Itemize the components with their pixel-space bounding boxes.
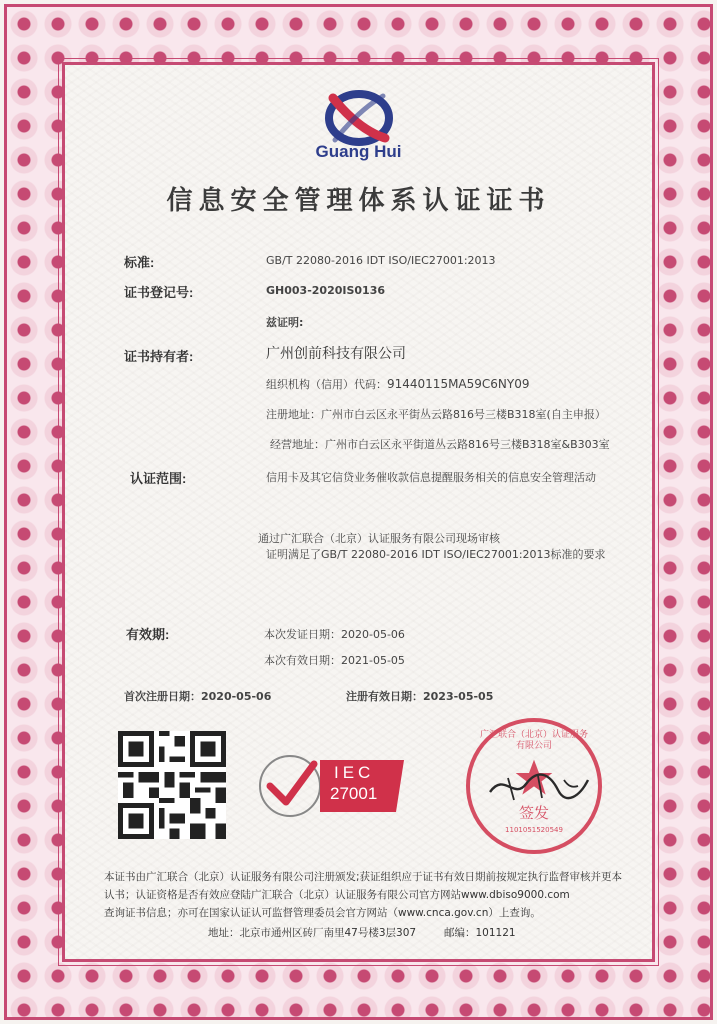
audit-line-1: 通过广汇联合（北京）认证服务有限公司现场审核 — [258, 532, 500, 545]
holder-company: 广州创前科技有限公司 — [266, 346, 406, 362]
registration-valid-date: 注册有效日期：2023-05-05 — [346, 690, 494, 703]
org-code-value: 91440115MA59C6NY09 — [387, 377, 530, 391]
first-registration-date: 首次注册日期：2020-05-06 — [124, 690, 272, 703]
footer-line-2: 认书；认证资格是否有效应登陆广汇联合（北京）认证服务有限公司官方网站www.dbiso9000.com — [104, 889, 570, 901]
footer-line-1: 本证书由广汇联合（北京）认证服务有限公司注册颁发;获证组织应于证书有效日期前按规定执行监督审核并更本 — [104, 871, 623, 883]
issue-date: 本次发证日期：2020-05-06 — [264, 628, 405, 641]
certificate-title: 信息安全管理体系认证证书 — [166, 186, 551, 216]
business-address: 经营地址：广州市白云区永平街道丛云路816号三楼B318室&B303室 — [270, 438, 610, 451]
qr-code-icon — [118, 731, 226, 839]
registered-address: 注册地址：广州市白云区永平街丛云路816号三楼B318室(自主申报） — [266, 408, 606, 421]
scope-label: 认证范围: — [130, 471, 187, 486]
brand-name: Guang Hui — [315, 142, 402, 161]
holder-label: 证书持有者: — [124, 349, 194, 364]
footer-postcode: 邮编：101121 — [444, 927, 516, 939]
seal-text: 广汇联合（北京）认证服务有限公司 — [480, 730, 589, 751]
standard-label: 标准: — [124, 255, 155, 270]
iec-mark-line-1: IEC — [334, 763, 375, 782]
iec-mark-line-2: 27001 — [330, 784, 378, 803]
registration-value: GH003-2020IS0136 — [266, 284, 386, 297]
footer-address: 地址：北京市通州区砖厂南里47号楼3层307 — [208, 927, 417, 939]
expire-date: 本次有效日期：2021-05-05 — [264, 654, 405, 667]
certify-label: 兹证明: — [266, 316, 304, 329]
org-code-row — [266, 376, 530, 392]
standard-value: GB/T 22080-2016 IDT ISO/IEC27001:2013 — [266, 254, 496, 267]
footer-notice — [104, 868, 634, 922]
validity-label: 有效期: — [126, 627, 170, 642]
registration-label: 证书登记号: — [124, 285, 194, 300]
seal-number: 1101051520549 — [505, 826, 563, 834]
seal-sign: 签发 — [518, 804, 549, 822]
audit-line-2: 证明满足了GB/T 22080-2016 IDT ISO/IEC27001:2013标准的要求 — [266, 548, 606, 561]
org-code-label: 组织机构（信用）代码： — [266, 378, 387, 391]
scope-value: 信用卡及其它信贷业务催收款信息提醒服务相关的信息安全管理活动 — [266, 471, 596, 484]
signature-icon — [484, 766, 594, 806]
certificate-content — [66, 66, 651, 958]
footer-line-3: 查询证书信息；亦可在国家认证认可监督管理委员会官方网站（www.cnca.gov.cn）上查询。 — [104, 907, 541, 919]
